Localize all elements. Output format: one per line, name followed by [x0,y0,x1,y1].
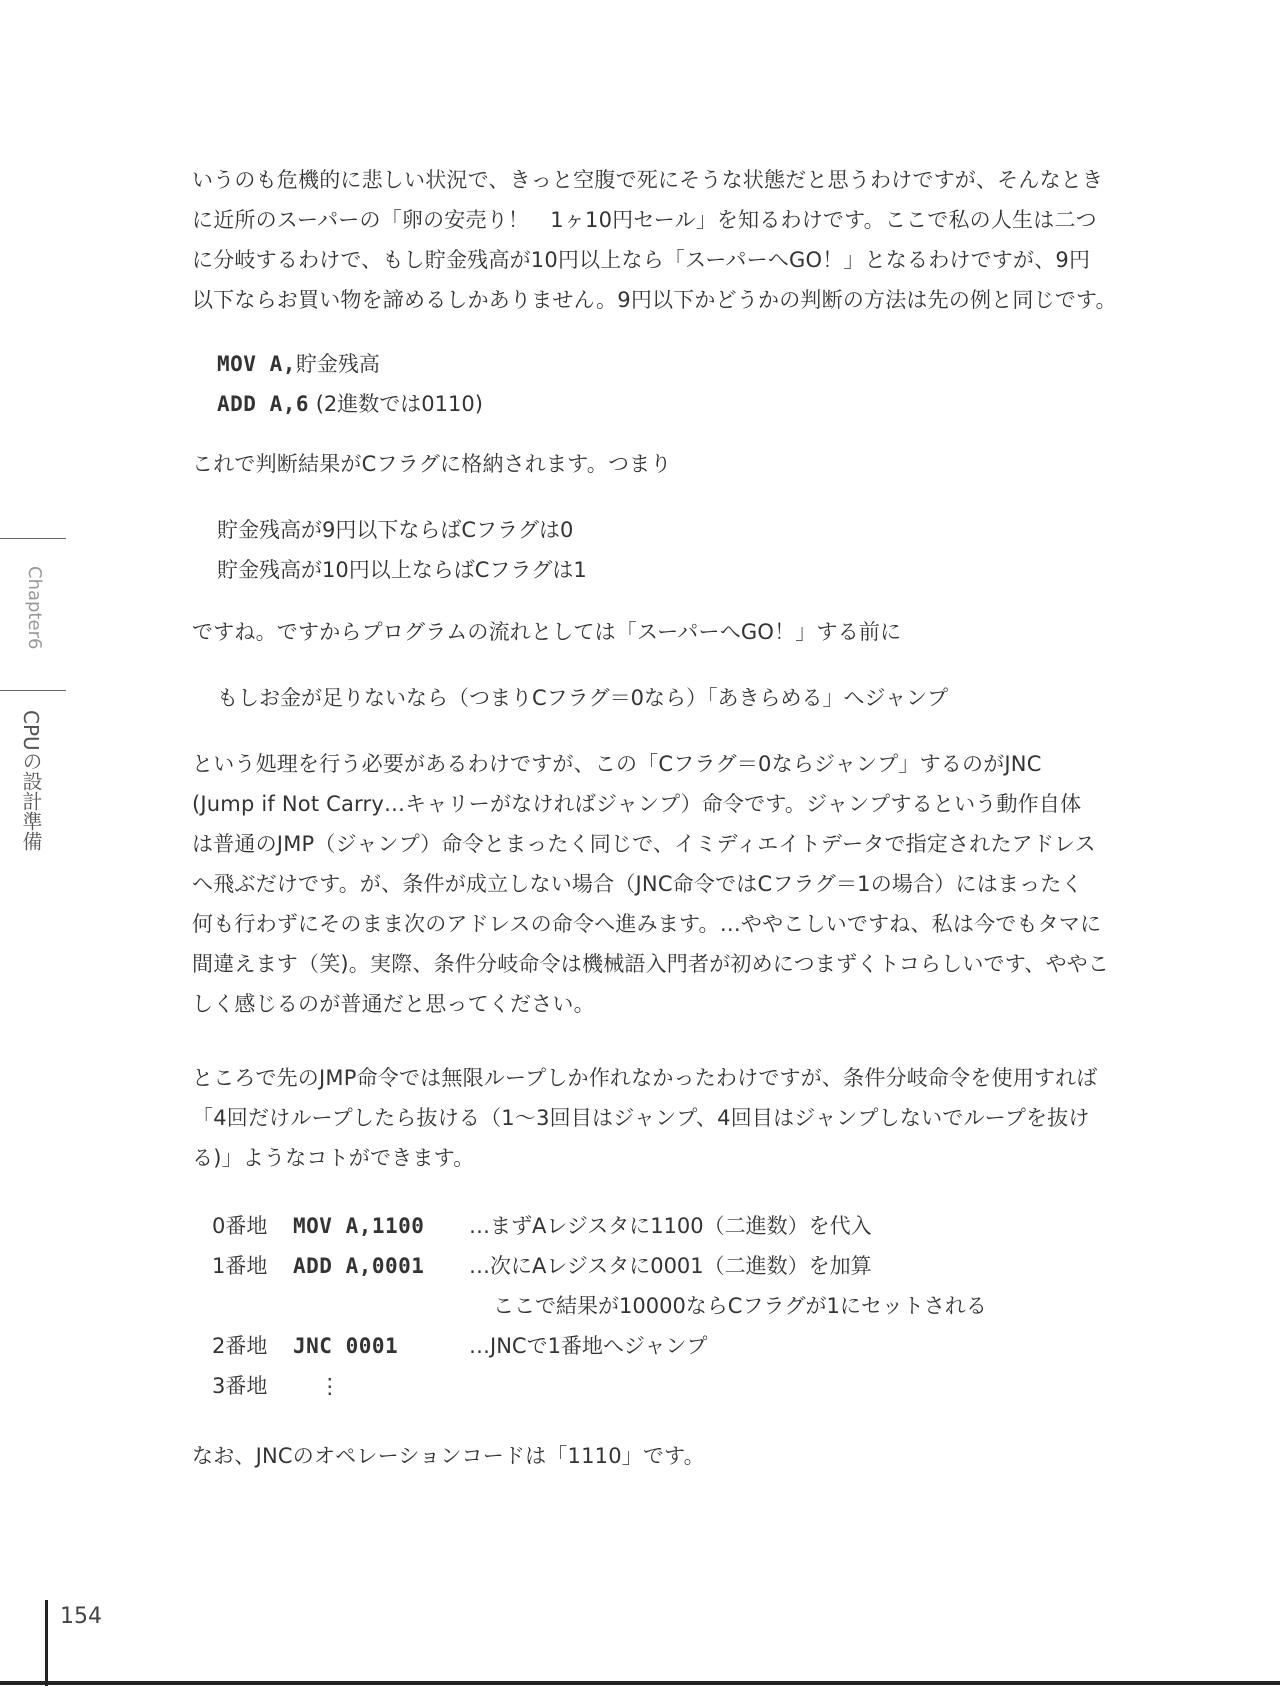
main-content [192,160,1134,1476]
chapter-label: Chapter6 [24,566,45,650]
program-address: 3番地 [212,1374,268,1398]
page-number: 154 [60,1604,102,1629]
code-add: ADD A,6 [217,392,310,416]
program-comment: …まずAレジスタに1100（二進数）を代入 [469,1214,872,1238]
sidebar-divider-mid [0,690,66,691]
page-number-rule [45,1600,48,1686]
paragraph-6: なお、JNCのオペレーションコードは「1110」です。 [192,1444,705,1468]
program-comment-continued: ここで結果が10000ならCフラグが1にセットされる [493,1294,987,1318]
paragraph-3: ですね。ですからプログラムの流れとしては「スーパーへGO！」する前に [192,620,902,644]
program-row [212,1286,1134,1326]
paragraph-4: という処理を行う必要があるわけですが、この「Cフラグ＝0ならジャンプ」するのがJNC (Jump if Not Carry…キャリーがなければジャンプ）命令です。ジャンプするという動作自体 は普通のJMP（ジャンプ）命令とまったく同じで、イミディエイトデータで指定されたアドレス へ飛ぶだけです。が、条件が成立しない場合（JNC命令ではCフラグ＝1の場合）にはまったく 何も行わずにそのまま次のアドレスの命令へ進みます。…ややこしいですね、私は今でもタマに 間違えます（笑)。実際、条件分岐命令は機械語入門者が初めにつまずくトコらしいです、ややこ しく感じるのが普通だと思ってください。 [192,752,1110,1016]
program-address: 0番地 [212,1214,268,1238]
jump-note: もしお金が足りないなら（つまりCフラグ＝0なら）「あきらめる」へジャンプ [217,686,949,710]
program-comment: …次にAレジスタに0001（二進数）を加算 [469,1254,872,1278]
condition-2: 貯金残高が10円以上ならばCフラグは1 [217,558,587,582]
code-mov: MOV A, [217,352,296,376]
condition-1: 貯金残高が9円以下ならばCフラグは0 [217,518,574,542]
code-line-mov [217,344,1134,384]
program-address: 2番地 [212,1334,268,1358]
chapter-title: CPUの設計準備 [19,710,43,851]
paragraph-2: これで判断結果がCフラグに格納されます。つまり [192,452,672,476]
program-listing [212,1206,1134,1406]
paragraph-1: いうのも危機的に悲しい状況で、きっと空腹で死にそうな状態だと思うわけですが、そんなとき に近所のスーパーの「卵の安売り！ 1ヶ10円セール」を知るわけです。ここで私の人生は二つ に分岐するわけで、もし貯金残高が10円以上なら「スーパーへGO！」となるわけですが、9円 以下ならお買い物を諦めるしかありません。9円以下かどうかの判断の方法は先の例と同じです。 [192,168,1117,312]
program-row [212,1366,1134,1406]
sidebar-divider-top [0,538,66,539]
program-row [212,1206,1134,1246]
code-example-1 [217,344,1134,424]
paragraph-5: ところで先のJMP命令では無限ループしか作れなかったわけですが、条件分岐命令を使用すれば 「4回だけループしたら抜ける（1〜3回目はジャンプ、4回目はジャンプしないでループを抜け る)」ようなコトができます。 [192,1066,1098,1170]
program-code: ADD A,0001 [293,1254,425,1278]
program-code: ⋮ [293,1374,341,1398]
program-code: JNC 0001 [293,1334,399,1358]
condition-list [217,510,1134,590]
program-address: 1番地 [212,1254,268,1278]
jump-note-block [217,678,1134,718]
program-row [212,1246,1134,1286]
program-code: MOV A,1100 [293,1214,425,1238]
bottom-border [0,1681,1280,1685]
code-mov-operand: 貯金残高 [295,352,380,376]
program-row [212,1326,1134,1366]
code-line-add [217,384,1134,424]
program-comment: …JNCで1番地へジャンプ [469,1334,708,1358]
code-add-comment: (2進数では0110) [309,392,483,416]
